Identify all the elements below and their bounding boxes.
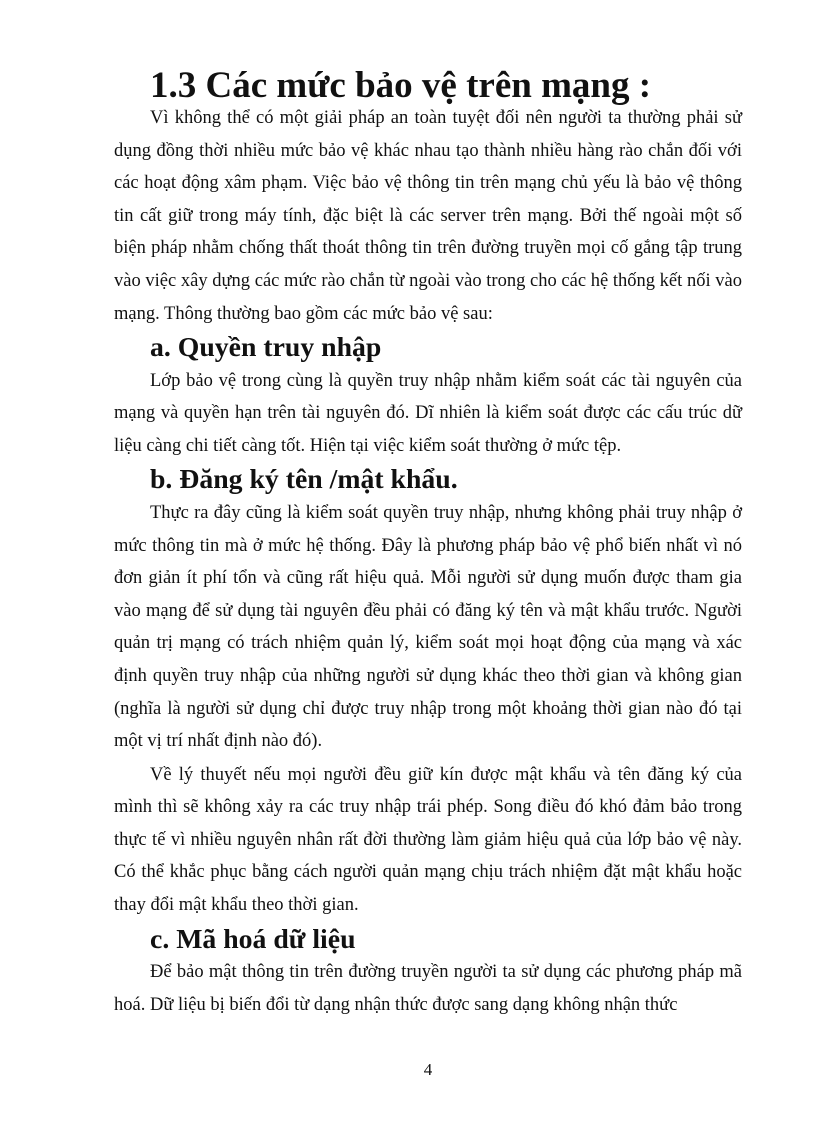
access-rights-paragraph: Lớp bảo vệ trong cùng là quyền truy nhập nhằm kiểm soát các tài nguyên của mạng và quyền hạn trên tài nguyên đó. Dĩ nhiên là kiểm soát được các cấu trúc dữ liệu càng chi tiết càng tốt. Hiện tại việc kiểm soát thường ở mức tệp. — [114, 370, 742, 456]
intro-paragraph: Vì không thể có một giải pháp an toàn tuyệt đối nên người ta thường phải sử dụng đồng thời nhiều mức bảo vệ khác nhau tạo thành nhiều hàng rào chắn đối với các hoạt động xâm phạm. Việc bảo vệ thông tin trên mạng chủ yếu là bảo vệ thông tin cất giữ trong máy tính, đặc biệt là các server trên mạng. Bởi thế ngoài một số biện pháp nhằm chống thất thoát thông tin trên đường truyền mọi cố gắng tập trung vào việc xây dựng các mức rào chắn từ ngoài vào trong cho các hệ thống kết nối vào mạng. Thông thường bao gồm các mức bảo vệ sau: — [114, 108, 742, 324]
page-content — [114, 65, 742, 1022]
subsection-title-access-rights: a. Quyền truy nhập — [150, 332, 382, 364]
username-password-paragraph-2: Về lý thuyết nếu mọi người đều giữ kín được mật khẩu và tên đăng ký của mình thì sẽ không xảy ra các truy nhập trái phép. Song điều đó khó đảm bảo trong thực tế vì nhiều nguyên nhân rất đời thường làm giảm hiệu quả của lớp bảo vệ này. Có thể khắc phục bằng cách người quản mạng chịu trách nhiệm đặt mật khẩu hoặc thay đổi mật khẩu theo thời gian. — [114, 764, 742, 916]
page-number: 4 — [423, 1060, 433, 1079]
subsection-title-data-encryption: c. Mã hoá dữ liệu — [150, 923, 356, 955]
data-encryption-paragraph: Để bảo mật thông tin trên đường truyền người ta sử dụng các phương pháp mã hoá. Dữ liệu bị biến đổi từ dạng nhận thức được sang dạng không nhận thức — [114, 962, 742, 1015]
subsection-title-username-password: b. Đăng ký tên /mật khẩu. — [150, 464, 458, 496]
username-password-paragraph-1: Thực ra đây cũng là kiểm soát quyền truy nhập, nhưng không phải truy nhập ở mức thông tin mà ở mức hệ thống. Đây là phương pháp bảo vệ phổ biến nhất vì nó đơn giản ít phí tổn và cũng rất hiệu quả. Mỗi người sử dụng muốn được tham gia vào mạng để sử dụng tài nguyên đều phải có đăng ký tên và mật khẩu trước. Người quản trị mạng có trách nhiệm quản lý, kiểm soát mọi hoạt động của mạng và xác định quyền truy nhập của những người sử dụng khác theo thời gian và không gian (nghĩa là người sử dụng chỉ được truy nhập trong một khoảng thời gian nào đó tại một vị trí nhất định nào đó). — [114, 502, 742, 752]
section-title: 1.3 Các mức bảo vệ trên mạng : — [150, 65, 652, 106]
